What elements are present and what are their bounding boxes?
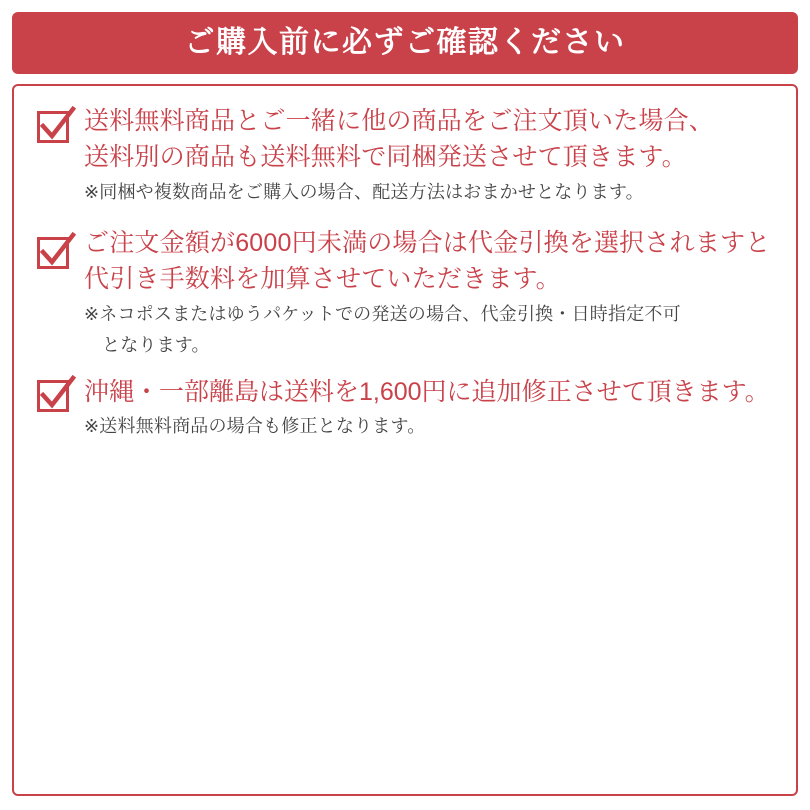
notice-main-line: ご注文金額が6000円未満の場合は代金引換を選択されますと — [84, 229, 771, 257]
notice-item — [36, 375, 774, 440]
notice-note-continued: となります。 — [102, 335, 210, 355]
notice-note-line: ※同梱や複数商品をご購入の場合、配送方法はおまかせとなります。 — [84, 182, 644, 202]
notice-main-line: 送料無料商品とご一緒に他の商品をご注文頂いた場合、 — [84, 107, 715, 135]
notice-main-line: 代引き手数料を加算させていただきます。 — [84, 264, 561, 293]
notice-card — [12, 84, 798, 796]
notice-note-line: ※送料無料商品の場合も修正となります。 — [84, 415, 426, 436]
header-banner — [12, 12, 798, 74]
notice-main-line: 送料別の商品も送料無料で同梱発送させて頂きます。 — [84, 142, 687, 171]
notice-text — [84, 104, 774, 206]
notice-main-line: 沖縄・一部離島は送料を1,600円に追加修正させて頂きます。 — [84, 378, 770, 406]
notice-text — [84, 226, 774, 359]
notice-item — [36, 104, 774, 206]
check-box-icon — [36, 106, 76, 146]
page-title: ご購入前に必ずご確認ください — [184, 26, 626, 59]
notice-text — [84, 375, 774, 440]
notice-item — [36, 226, 774, 359]
check-box-icon — [36, 375, 76, 415]
check-box-icon — [36, 232, 76, 272]
notice-note-line: ※ネコポスまたはゆうパケットでの発送の場合、代金引換・日時指定不可 — [84, 304, 681, 324]
notice-note-line — [84, 332, 774, 359]
